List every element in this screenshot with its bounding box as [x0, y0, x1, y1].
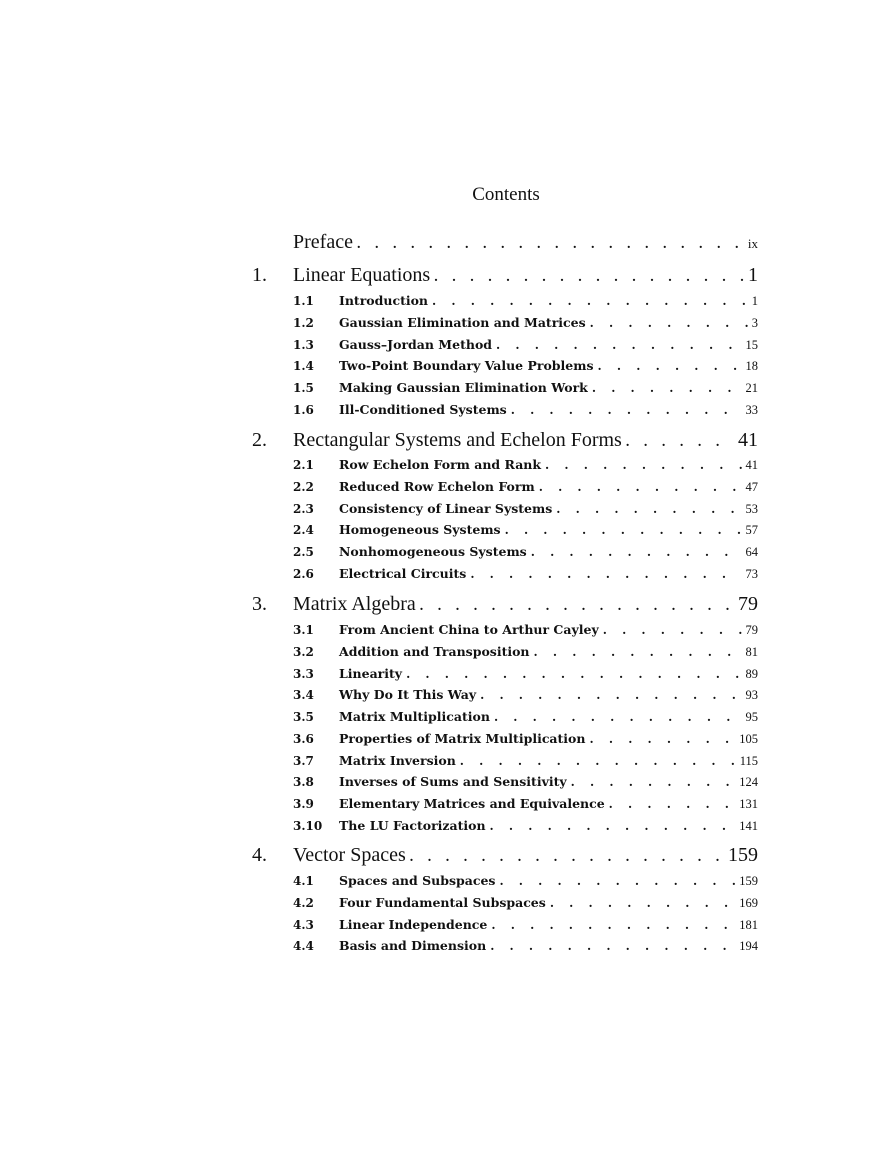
- section-title: Row Echelon Form and Rank: [339, 457, 542, 472]
- section-number: 3.8: [293, 775, 314, 790]
- dot-leader: [609, 797, 736, 811]
- toc-section-entry[interactable]: [293, 687, 758, 703]
- section-title: Making Gaussian Elimination Work: [339, 380, 588, 395]
- toc-section-entry[interactable]: [293, 774, 758, 790]
- page-number: 95: [745, 710, 758, 724]
- toc-section-entry[interactable]: [293, 337, 758, 353]
- dot-leader: [592, 381, 742, 395]
- toc-section-entry[interactable]: [293, 873, 758, 889]
- section-number: 3.1: [293, 623, 314, 637]
- toc-chapter-entry[interactable]: [252, 593, 758, 616]
- page-number: 159: [728, 844, 758, 866]
- dot-leader: [505, 523, 742, 537]
- page-number: 81: [745, 644, 758, 659]
- toc-chapter-entry[interactable]: [252, 844, 758, 867]
- dot-leader: [432, 294, 748, 308]
- section-number: 4.2: [293, 895, 314, 910]
- section-number: 2.3: [293, 501, 314, 516]
- section-number: 3.4: [293, 688, 314, 703]
- section-number: 3.3: [293, 666, 314, 681]
- toc-section-entry[interactable]: [293, 566, 758, 582]
- toc-section-entry[interactable]: [293, 380, 758, 396]
- page-number: 3: [751, 315, 758, 330]
- section-title: Gauss–Jordan Method: [339, 336, 493, 352]
- section-number: 3.9: [293, 797, 314, 811]
- section-number: 2.6: [293, 566, 314, 581]
- section-number: 4.3: [293, 917, 314, 932]
- section-number: 1.3: [293, 337, 314, 352]
- preface-title: Preface: [293, 231, 353, 253]
- page-number: 64: [745, 545, 758, 559]
- page-number: 57: [745, 523, 758, 538]
- page-number: ix: [747, 236, 758, 251]
- dot-leader: [545, 458, 741, 472]
- section-title: Consistency of Linear Systems: [339, 500, 553, 516]
- section-title: Addition and Transposition: [339, 643, 530, 659]
- dot-leader: [556, 502, 741, 516]
- dot-leader: [490, 819, 736, 833]
- section-title: Properties of Matrix Multiplication: [339, 730, 586, 746]
- dot-leader: [420, 599, 734, 615]
- page-number: 79: [745, 623, 758, 637]
- page-number: 115: [739, 753, 758, 768]
- section-number: 3.7: [293, 753, 314, 768]
- toc-section-entry[interactable]: [293, 753, 758, 769]
- dot-leader: [603, 623, 742, 637]
- section-number: 3.2: [293, 644, 314, 659]
- dot-leader: [626, 435, 734, 451]
- toc-section-entry[interactable]: [293, 666, 758, 682]
- page-number: 33: [745, 402, 758, 417]
- toc-section-entry[interactable]: [293, 731, 758, 747]
- toc-section-entry[interactable]: [293, 938, 758, 954]
- dot-leader: [590, 316, 748, 330]
- section-number: 3.5: [293, 710, 314, 724]
- dot-leader: [550, 896, 735, 910]
- toc-section-entry[interactable]: [293, 293, 758, 309]
- section-title: Basis and Dimension: [339, 938, 487, 954]
- section-number: 1.1: [293, 294, 314, 308]
- section-number: 1.5: [293, 381, 314, 395]
- section-title: Spaces and Subspaces: [339, 873, 496, 888]
- section-title: Two-Point Boundary Value Problems: [339, 358, 594, 374]
- page-number: 53: [745, 501, 758, 516]
- chapter-title: Vector Spaces: [293, 844, 406, 866]
- dot-leader: [470, 567, 741, 581]
- section-title: Elementary Matrices and Equivalence: [339, 796, 605, 811]
- section-number: 4.4: [293, 939, 314, 954]
- section-title: Inverses of Sums and Sensitivity: [339, 774, 567, 790]
- dot-leader: [491, 918, 735, 932]
- toc-section-entry[interactable]: [293, 917, 758, 933]
- dot-leader: [460, 754, 736, 768]
- section-title: Introduction: [339, 293, 429, 308]
- section-title: Matrix Multiplication: [339, 709, 490, 724]
- section-number: 3.10: [293, 818, 323, 833]
- chapter-title: Matrix Algebra: [293, 593, 416, 615]
- chapter-number: 1.: [252, 264, 267, 286]
- toc-section-entry[interactable]: [293, 644, 758, 660]
- section-title: Homogeneous Systems: [339, 522, 501, 538]
- page-number: 79: [738, 593, 758, 615]
- toc-section-entry[interactable]: [293, 622, 758, 638]
- chapter-number: 4.: [252, 844, 267, 866]
- section-title: Ill-Conditioned Systems: [339, 401, 507, 417]
- page-number: 169: [739, 895, 758, 910]
- dot-leader: [534, 645, 742, 659]
- section-number: 1.2: [293, 315, 314, 330]
- page-number: 1: [751, 294, 758, 308]
- toc-entry-preface[interactable]: [293, 231, 758, 254]
- section-number: 1.4: [293, 359, 314, 374]
- section-title: From Ancient China to Arthur Cayley: [339, 622, 599, 637]
- page-number: 18: [745, 359, 758, 374]
- dot-leader: [494, 710, 742, 724]
- dot-leader: [490, 939, 735, 953]
- page-number: 159: [739, 874, 758, 888]
- page-number: 15: [745, 337, 758, 352]
- dot-leader: [571, 775, 736, 789]
- toc-section-entry[interactable]: [293, 479, 758, 495]
- dot-leader: [410, 850, 724, 866]
- section-title: Why Do It This Way: [339, 687, 477, 703]
- chapter-number: 2.: [252, 429, 267, 451]
- toc-section-entry[interactable]: [293, 501, 758, 517]
- section-number: 2.1: [293, 458, 314, 472]
- dot-leader: [598, 359, 742, 373]
- page-number: 89: [745, 666, 758, 681]
- toc-chapter-entry[interactable]: [252, 429, 758, 452]
- section-title: Electrical Circuits: [339, 565, 467, 581]
- toc-section-entry[interactable]: [293, 709, 758, 725]
- section-number: 4.1: [293, 874, 314, 888]
- section-title: The LU Factorization: [339, 817, 486, 833]
- toc-section-entry[interactable]: [293, 457, 758, 473]
- section-title: Linear Independence: [339, 916, 488, 932]
- dot-leader: [589, 732, 735, 746]
- toc-chapter-entry[interactable]: [252, 264, 758, 287]
- page-number: 41: [738, 429, 758, 451]
- section-number: 2.4: [293, 523, 314, 538]
- section-title: Reduced Row Echelon Form: [339, 478, 535, 494]
- dot-leader: [531, 545, 742, 559]
- section-title: Gaussian Elimination and Matrices: [339, 314, 586, 330]
- page-number: 41: [745, 458, 758, 472]
- section-title: Linearity: [339, 665, 403, 681]
- section-number: 1.6: [293, 402, 314, 417]
- dot-leader: [496, 338, 741, 352]
- dot-leader: [511, 403, 742, 417]
- chapter-title: Rectangular Systems and Echelon Forms: [293, 429, 622, 451]
- dot-leader: [539, 480, 742, 494]
- section-number: 2.5: [293, 545, 314, 559]
- page-number: 1: [748, 264, 758, 286]
- chapter-number: 3.: [252, 593, 267, 615]
- toc-section-entry[interactable]: [293, 315, 758, 331]
- toc-section-entry[interactable]: [293, 818, 758, 834]
- page-number: 141: [739, 818, 758, 833]
- dot-leader: [406, 667, 741, 681]
- toc-section-entry[interactable]: [293, 402, 758, 418]
- page-number: 93: [745, 688, 758, 703]
- page-number: 73: [745, 566, 758, 581]
- page-title: Contents: [472, 184, 540, 205]
- section-title: Matrix Inversion: [339, 752, 456, 768]
- page-number: 181: [739, 917, 758, 932]
- section-title: Nonhomogeneous Systems: [339, 544, 527, 559]
- page-number: 131: [739, 797, 758, 811]
- toc-section-entry[interactable]: [293, 895, 758, 911]
- dot-leader: [357, 237, 744, 253]
- dot-leader: [499, 874, 735, 888]
- toc-section-entry[interactable]: [293, 544, 758, 560]
- dot-leader: [434, 270, 744, 286]
- toc-section-entry[interactable]: [293, 358, 758, 374]
- page-number: 194: [739, 939, 758, 954]
- page-number: 47: [745, 479, 758, 494]
- toc-section-entry[interactable]: [293, 522, 758, 538]
- toc-section-entry[interactable]: [293, 796, 758, 812]
- section-title: Four Fundamental Subspaces: [339, 894, 546, 910]
- page-number: 124: [739, 775, 758, 790]
- section-number: 2.2: [293, 479, 314, 494]
- section-number: 3.6: [293, 731, 314, 746]
- dot-leader: [480, 688, 741, 702]
- page-number: 21: [745, 381, 758, 395]
- chapter-title: Linear Equations: [293, 264, 431, 286]
- page-number: 105: [739, 731, 758, 746]
